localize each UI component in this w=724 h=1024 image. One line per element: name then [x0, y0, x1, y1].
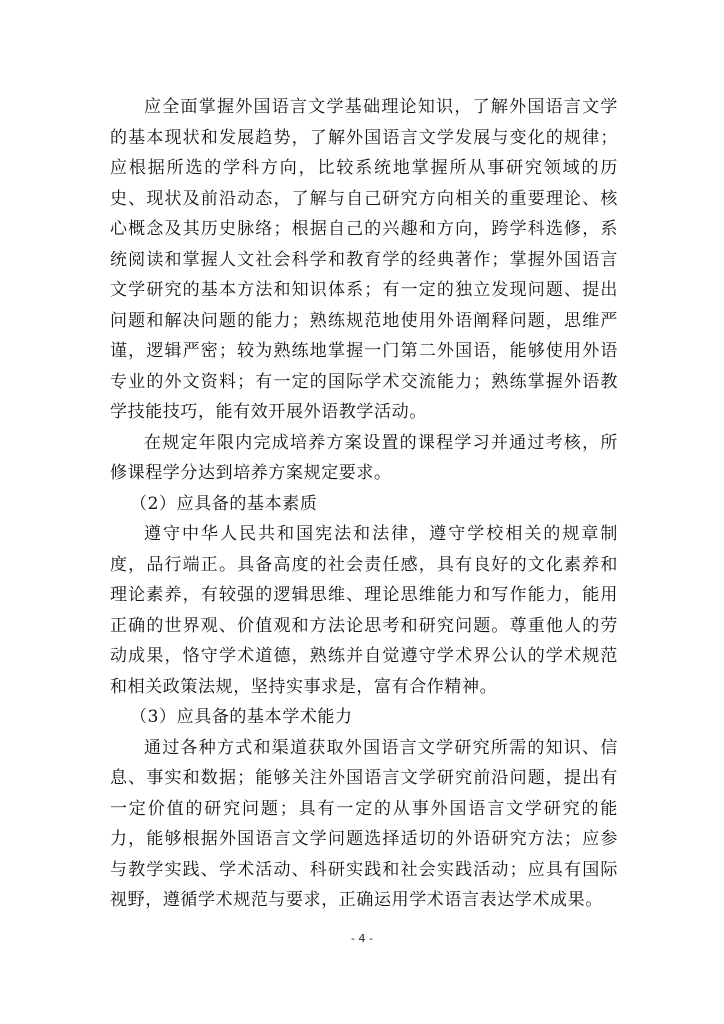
page-number: - 4 - — [351, 932, 373, 945]
paragraph-academic-abilities: 通过各种方式和渠道获取外国语言文学研究所需的知识、信息、事实和数据；能够关注外国语言文学研究前沿问题，提出有一定价值的研究问题；具有一定的从事外国语言文学研究的能力，能够根据外国语言文学问题选择适切的外语研究方法；应参与教学实践、学术活动、科研实践和社会实践活动；应具有国际视野，遵循学术规范与要求，正确运用学术语言表达学术成果。 — [110, 737, 618, 910]
section-heading-basic-qualities: （2）应具备的基本素质 — [130, 493, 318, 514]
section-heading-academic-abilities: （3）应具备的基本学术能力 — [130, 707, 353, 727]
document-body — [110, 92, 618, 916]
paragraph-basic-qualities: 遵守中华人民共和国宪法和法律，遵守学校相关的规章制度，品行端正。具备高度的社会责任感，具有良好的文化素养和理论素养，有较强的逻辑思维、理论思维能力和写作能力，能用正确的世界观、价值观和方法论思考和研究问题。尊重他人的劳动成果，恪守学术道德，熟练并自觉遵守学术界公认的学术规范和相关政策法规，坚持实事求是，富有合作精神。 — [110, 524, 618, 697]
paragraph-knowledge-requirements: 应全面掌握外国语言文学基础理论知识，了解外国语言文学的基本现状和发展趋势，了解外国语言文学发展与变化的规律；应根据所选的学科方向，比较系统地掌握所从事研究领域的历史、现状及前沿动态，了解与自己研究方向相关的重要理论、核心概念及其历史脉络；根据自己的兴趣和方向，跨学科选修，系统阅读和掌握人文社会科学和教育学的经典著作；掌握外国语言文学研究的基本方法和知识体系；有一定的独立发现问题、提出问题和解决问题的能力；熟练规范地使用外语阐释问题，思维严谨，逻辑严密；较为熟练地掌握一门第二外国语，能够使用外语专业的外文资料；有一定的国际学术交流能力；熟练掌握外语教学技能技巧，能有效开展外语教学活动。 — [110, 97, 618, 422]
paragraph-course-credits: 在规定年限内完成培养方案设置的课程学习并通过考核，所修课程学分达到培养方案规定要求。 — [110, 432, 618, 483]
